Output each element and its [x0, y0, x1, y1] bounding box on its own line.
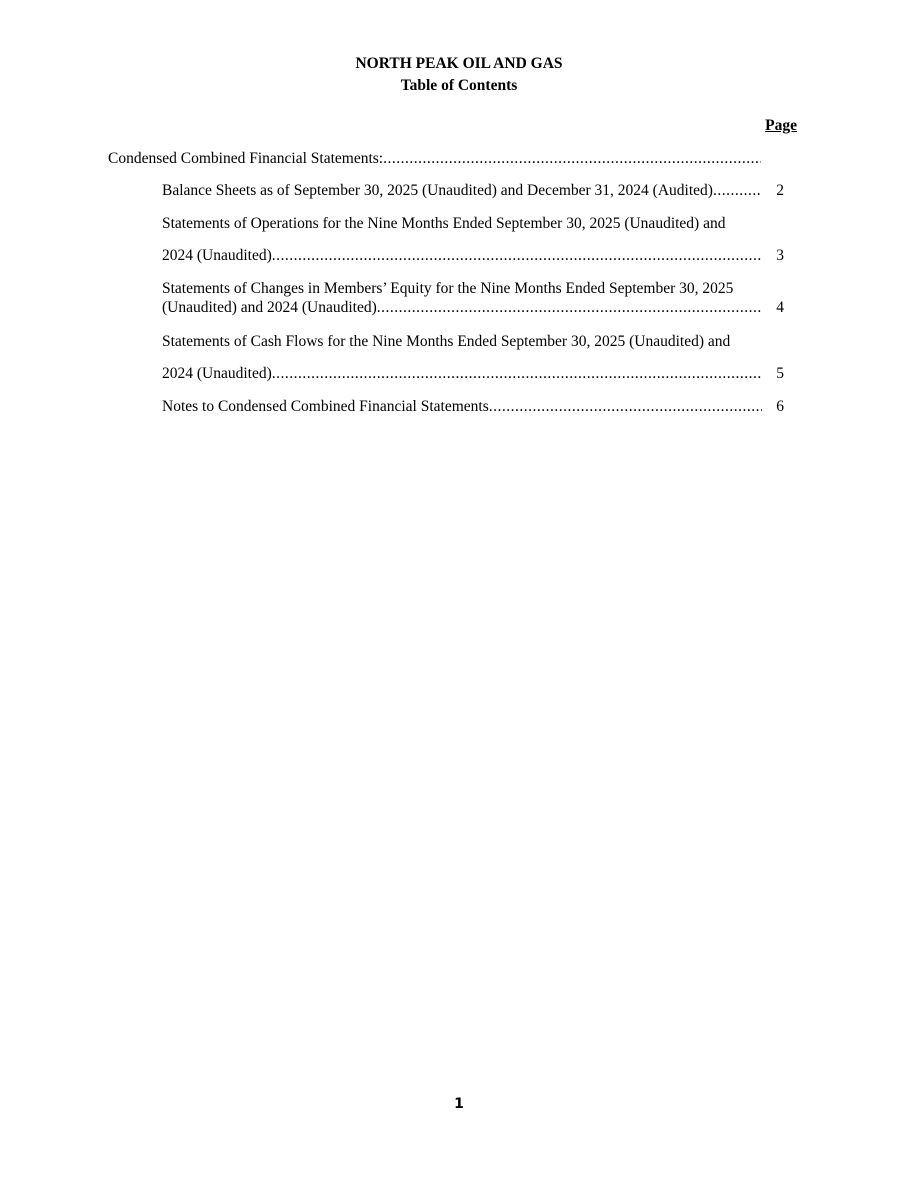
toc-entry-cash-flows-line1: Statements of Cash Flows for the Nine Months Ended September 30, 2025 (Unaudited) and: [162, 333, 731, 350]
footer-page-number: 1: [454, 1096, 464, 1112]
toc-entry-text: Notes to Condensed Combined Financial Statements: [162, 398, 489, 415]
toc-entry-page-number: 2: [776, 182, 784, 199]
company-title: NORTH PEAK OIL AND GAS: [355, 55, 563, 72]
toc-entry-text: 2024 (Unaudited): [162, 365, 272, 382]
toc-entry-page-number: 5: [776, 365, 784, 382]
toc-entry-notes[interactable]: [162, 397, 784, 416]
dot-leader: [377, 298, 762, 317]
toc-entry-balance-sheets[interactable]: [162, 181, 784, 200]
toc-entry-text: (Unaudited) and 2024 (Unaudited): [162, 299, 377, 316]
toc-entry-operations[interactable]: [162, 246, 784, 265]
dot-leader: [489, 397, 762, 416]
toc-entry-page-number: 6: [776, 398, 784, 415]
dot-leader: [272, 364, 762, 383]
toc-entry-page-number: 3: [776, 247, 784, 264]
toc-section-heading: [108, 149, 761, 168]
page-column-header: Page: [765, 117, 797, 134]
toc-entry-text: 2024 (Unaudited): [162, 247, 272, 264]
toc-title: Table of Contents: [400, 77, 518, 94]
toc-entry-equity-line1: Statements of Changes in Members’ Equity for the Nine Months Ended September 30, 2025: [162, 280, 734, 297]
toc-entry-text: Balance Sheets as of September 30, 2025 (Unaudited) and December 31, 2024 (Audited): [162, 182, 713, 199]
dot-leader: [383, 149, 761, 168]
toc-entry-equity[interactable]: [162, 298, 784, 317]
toc-entry-operations-line1: Statements of Operations for the Nine Months Ended September 30, 2025 (Unaudited) and: [162, 215, 726, 232]
section-heading-text: Condensed Combined Financial Statements:: [108, 150, 384, 167]
dot-leader: [713, 181, 762, 200]
toc-entry-page-number: 4: [776, 299, 784, 316]
toc-entry-cash-flows[interactable]: [162, 364, 784, 383]
dot-leader: [272, 246, 762, 265]
